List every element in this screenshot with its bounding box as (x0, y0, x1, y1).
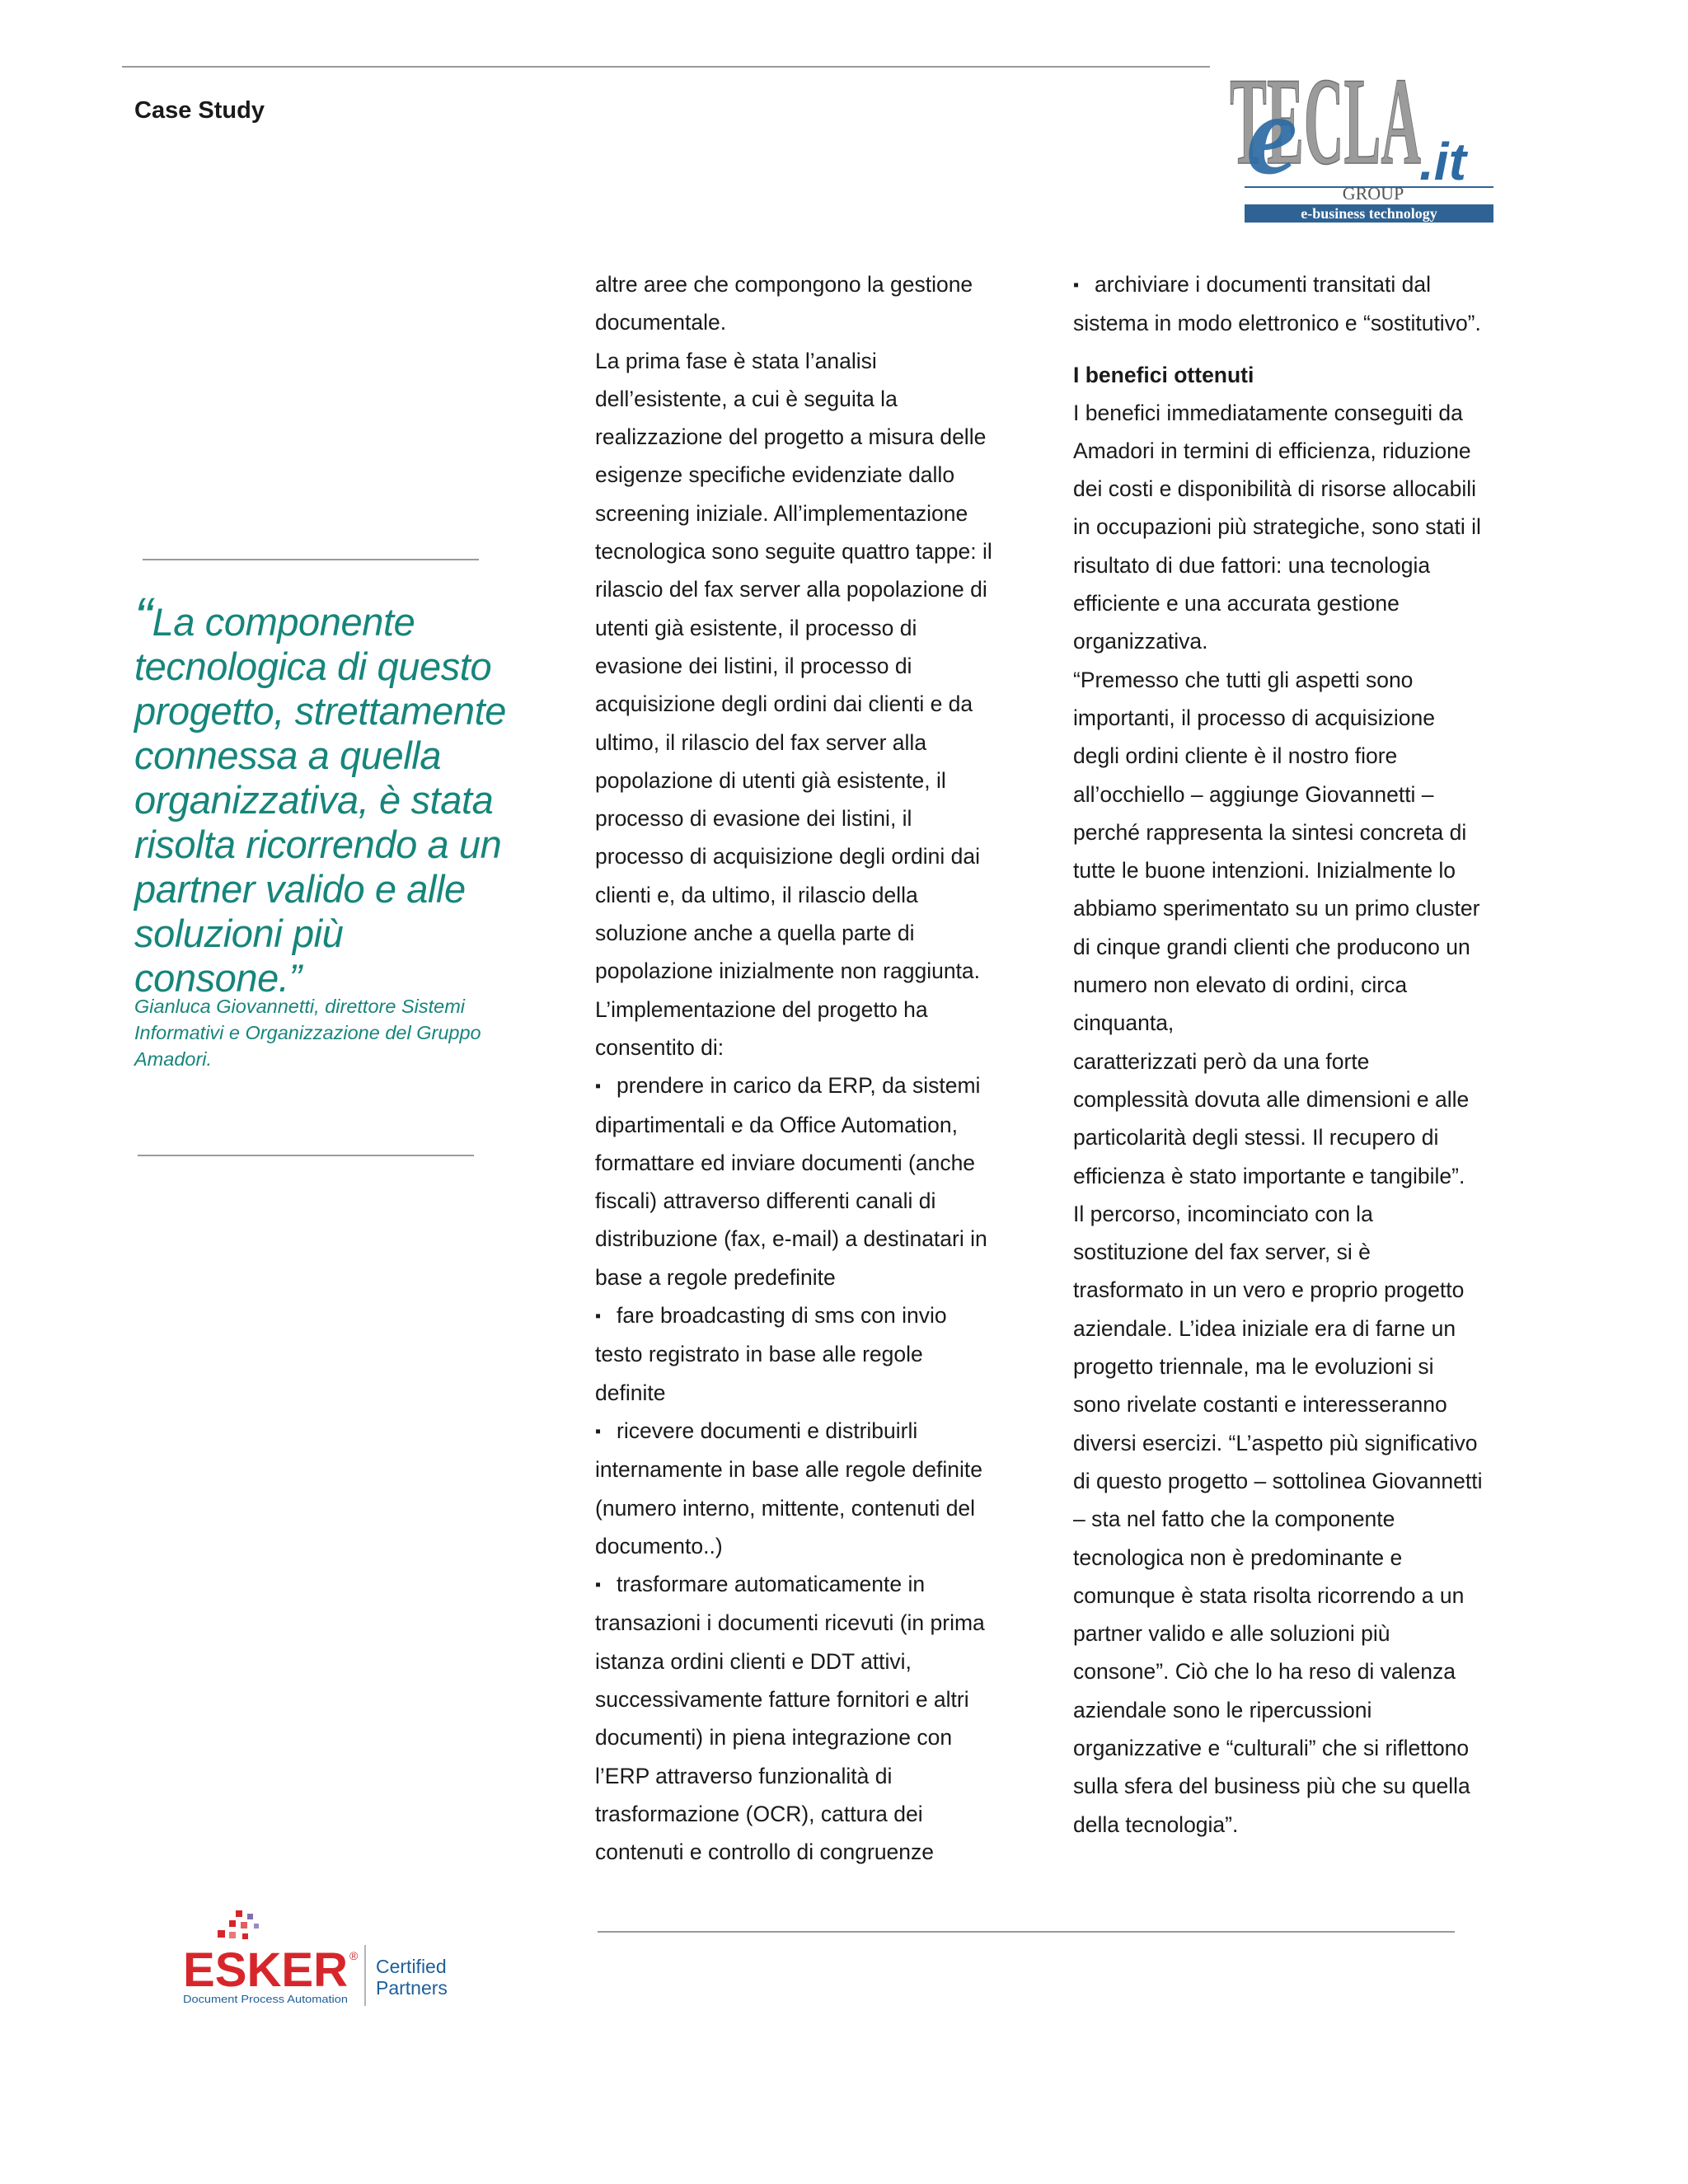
col2-paragraph-3: L’implementazione del progetto ha consentito di: (595, 996, 928, 1060)
logo-tagline: e-business technology (1301, 205, 1437, 222)
logo-brand-e: e (1246, 71, 1298, 199)
body-column-3 (1073, 265, 1485, 1844)
certified-label: Certified (376, 1956, 447, 1977)
quote-bottom-rule (138, 1155, 474, 1156)
esker-certified-partners-logo (181, 1910, 453, 2009)
quote-top-rule (143, 559, 479, 560)
footer-rule (598, 1931, 1455, 1933)
col3-paragraph-3: caratterizzati però da una forte complessità dovuta alle dimensioni e alle particolarità degli stessi. Il recupero di efficienza è stato importante e tangibile”. (1073, 1048, 1470, 1188)
col2-paragraph-2: La prima fase è stata l’analisi dell’esistente, a cui è seguita la realizzazione del progetto a misura delle esigenze specifiche evidenziate dallo screening iniziale. All’implementazione tecnologica sono seguite quattro tappe: il rilascio del fax server alla popolazione di utenti già esistente, il processo di evasione dei listini, il processo di acquisizione degli ordini dai clienti e da ultimo, il rilascio del fax server alla popolazione di utenti già esistente, il processo di evasione dei listini, il processo di acquisizione degli ordini dai clienti e, da ultimo, il rilascio della soluzione anche a quella parte di popolazione inizialmente non raggiunta. (595, 348, 992, 984)
quote-open-mark: “ (134, 586, 152, 647)
esker-reg-mark: ® (349, 1949, 359, 1962)
col3-paragraph-2: “Premesso che tutti gli aspetti sono importanti, il processo di acquisizione degli ordini cliente è il nostro fiore all’occhiello – aggiunge Giovannetti – perché rappresenta la sintesi concreta di tutte le buone intenzioni. Inizialmente lo abbiamo sperimentato su un primo cluster di cinque grandi clienti che producono un numero non elevato di ordini, circa cinquanta, (1073, 667, 1480, 1036)
col3-bullet-1: ▪ archiviare i documenti transitati dal sistema in modo elettronico e “sostitutivo”. (1073, 265, 1485, 343)
partners-label: Partners (376, 1977, 448, 1999)
body-column-2 (595, 265, 999, 1871)
section-heading-benefici: I benefici ottenuti (1073, 362, 1254, 387)
logo-brand-big: TECLA (1230, 58, 1421, 190)
col2-bullet-1: ▪ prendere in carico da ERP, da sistemi dipartimentali e da Office Automation, formattare ed inviare documenti (anche fiscali) attraverso differenti canali di distribuzione (fax, e-mail) a destinatari in base a regole predefinite (595, 1066, 999, 1296)
esker-subtitle: Document Process Automation (183, 1994, 349, 2005)
logo-group: GROUP (1342, 183, 1404, 204)
col2-bullet-2: ▪ fare broadcasting di sms con invio testo registrato in base alle regole definite (595, 1296, 999, 1412)
col3-paragraph-1: I benefici immediatamente conseguiti da Amadori in termini di efficienza, riduzione dei costi e disponibilità di risorse allocabili in occupazioni più strategiche, sono stati il risultato di due fattori: una tecnologia efficiente e una accurata gestione organizzativa. (1073, 400, 1481, 654)
col2-bullet-3: ▪ ricevere documenti e distribuirli internamente in base alle regole definite (numero interno, mittente, contenuti del documento..) (595, 1412, 999, 1565)
logo-brand-it: .it (1419, 132, 1466, 191)
quote-text: La componente tecnologica di questo progetto, strettamente connessa a quella organizzativa, è stata risolta ricorrendo a un partner valido e alle soluzioni più consone.” (134, 600, 507, 1000)
header-rule (122, 66, 1210, 68)
tecla-logo (1228, 58, 1496, 227)
col2-paragraph-1: altre aree che compongono la gestione documentale. (595, 272, 973, 335)
col3-paragraph-4: Il percorso, incominciato con la sostituzione del fax server, si è trasformato in un vero e proprio progetto aziendale. L’idea iniziale era di farne un progetto triennale, ma le evoluzioni si sono rivelate costanti e interesseranno diversi esercizi. “L’aspetto più significativo di questo progetto – sottolinea Giovannetti – sta nel fatto che la componente tecnologica non è predominante e comunque è stata risolta ricorrendo a un partner valido e alle soluzioni più consone”. Ciò che lo ha reso di valenza aziendale sono le ripercussioni organizzative e “culturali” che si riflettono sulla sfera del business più che su quella della tecnologia”. (1073, 1201, 1483, 1837)
esker-wordmark: ESKER (183, 1943, 348, 1997)
col2-bullet-4: ▪ trasformare automaticamente in transazioni i documenti ricevuti (in prima istanza ordini clienti e DDT attivi, successivamente fatture fornitori e altri documenti) in piena integrazione con l’ERP attraverso funzionalità di trasformazione (OCR), cattura dei contenuti e controllo di congruenze (595, 1565, 999, 1871)
pull-quote (134, 586, 513, 1001)
quote-attribution: Gianluca Giovannetti, direttore Sistemi Informativi e Organizzazione del Gruppo Amadori. (134, 996, 481, 1070)
case-study-label: Case Study (134, 97, 265, 124)
